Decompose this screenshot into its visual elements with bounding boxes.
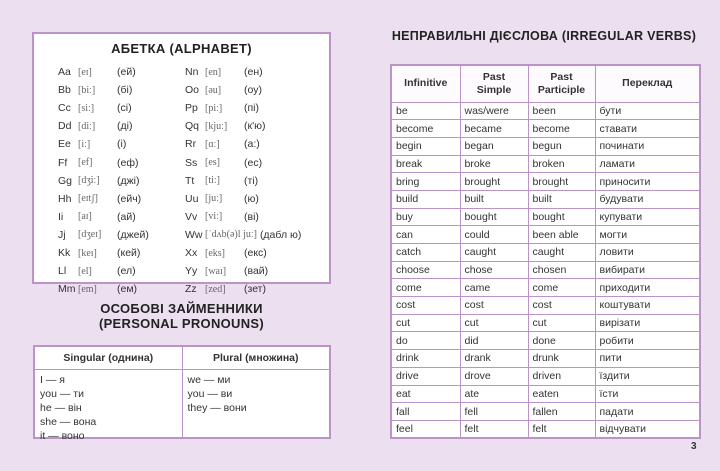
infinitive-cell: choose (391, 261, 460, 279)
infinitive-cell: drink (391, 350, 460, 368)
letter: Ll (58, 265, 67, 278)
ukrainian-reading: (ю) (244, 192, 259, 205)
letter: Xx (185, 247, 198, 259)
transcription: [waɪ] (205, 265, 227, 277)
pronoun-item: you — ти (40, 388, 84, 400)
pronoun-item: he — він (40, 402, 82, 414)
letter: Bb (58, 84, 71, 97)
singular-header: Singular (однина) (35, 347, 182, 370)
ukrainian-reading: (екс) (244, 247, 267, 259)
ukrainian-reading: (кей) (117, 247, 141, 259)
transcription: [tiː] (205, 175, 220, 187)
letter: Kk (58, 247, 71, 259)
alphabet-letter-row (185, 244, 267, 262)
ukrainian-reading: (ді) (117, 120, 133, 133)
ukrainian-reading: (бі) (117, 84, 133, 97)
infinitive-cell: begin (391, 137, 460, 155)
infinitive-cell: buy (391, 208, 460, 226)
pronoun-item: she — вона (40, 416, 97, 428)
past-simple-cell: broke (460, 155, 528, 173)
transcription: [dʒeɪ] (78, 229, 102, 241)
transcription: [biː] (78, 84, 96, 96)
past-simple-cell: drank (460, 350, 528, 368)
past-participle-cell: eaten (528, 385, 595, 403)
past-participle-cell: caught (528, 244, 595, 262)
past-participle-cell: built (528, 190, 595, 208)
transcription: [piː] (205, 102, 223, 114)
pronouns-title-line1: ОСОБОВІ ЗАЙМЕННИКИ (100, 301, 263, 316)
translation-cell: бути (595, 102, 700, 120)
verb-row (391, 279, 700, 297)
translation-cell: могти (595, 226, 700, 244)
past-simple-cell: drove (460, 367, 528, 385)
irregular-verbs-table (390, 64, 701, 439)
transcription: [ˈdʌb(ə)l juː] (205, 229, 257, 241)
header-past-simple: Past Simple (460, 65, 528, 102)
alphabet-letter-row (58, 244, 140, 262)
verb-row (391, 385, 700, 403)
pronoun-item: we — ми (187, 374, 231, 386)
transcription: [dʒiː] (78, 175, 100, 187)
ukrainian-reading: (ес) (244, 156, 263, 169)
verb-row (391, 420, 700, 438)
past-simple-cell: brought (460, 173, 528, 191)
alphabet-letter-row (58, 208, 136, 226)
past-participle-cell: brought (528, 173, 595, 191)
past-participle-cell: felt (528, 420, 595, 438)
alphabet-letter-row (185, 262, 268, 280)
infinitive-cell: bring (391, 173, 460, 191)
infinitive-cell: eat (391, 385, 460, 403)
past-participle-cell: been (528, 102, 595, 120)
transcription: [viː] (205, 211, 223, 223)
transcription: [keɪ] (78, 247, 97, 259)
alphabet-letter-row (185, 81, 262, 99)
transcription: [iː] (78, 138, 91, 150)
page-number: 3 (691, 441, 697, 452)
alphabet-letter-row (58, 280, 137, 298)
past-participle-cell: drunk (528, 350, 595, 368)
translation-cell: відчувати (595, 420, 700, 438)
transcription: [eɪtʃ] (78, 193, 98, 205)
letter: Ww (185, 228, 203, 241)
transcription: [em] (78, 283, 97, 295)
past-simple-cell: felt (460, 420, 528, 438)
verb-row (391, 403, 700, 421)
alphabet-letter-row (58, 172, 139, 190)
alphabet-letter-row (58, 154, 138, 172)
header-past-participle: Past Participle (528, 65, 595, 102)
past-simple-cell: ate (460, 385, 528, 403)
past-participle-cell: begun (528, 137, 595, 155)
ukrainian-reading: (к'ю) (244, 120, 266, 133)
past-participle-cell: done (528, 332, 595, 350)
transcription: [siː] (78, 102, 95, 114)
translation-cell: падати (595, 403, 700, 421)
past-participle-cell: broken (528, 155, 595, 173)
past-simple-cell: came (460, 279, 528, 297)
header-translation: Переклад (595, 65, 700, 102)
past-simple-cell: built (460, 190, 528, 208)
letter: Pp (185, 102, 198, 115)
pronouns-title-line2: (PERSONAL PRONOUNS) (98, 316, 265, 331)
pronoun-item: it — воно (40, 430, 85, 442)
translation-cell: пити (595, 350, 700, 368)
transcription: [əu] (205, 84, 222, 96)
letter: Ss (185, 156, 198, 169)
past-simple-cell: became (460, 120, 528, 138)
infinitive-cell: be (391, 102, 460, 120)
transcription: [diː] (78, 120, 96, 132)
past-simple-cell: could (460, 226, 528, 244)
verb-row (391, 297, 700, 315)
translation-cell: приносити (595, 173, 700, 191)
ukrainian-reading: (ен) (244, 66, 263, 78)
letter: Oo (185, 84, 200, 97)
transcription: [eɪ] (78, 66, 92, 78)
infinitive-cell: cut (391, 314, 460, 332)
past-simple-cell: bought (460, 208, 528, 226)
letter: Qq (185, 120, 200, 133)
ukrainian-reading: (оу) (244, 84, 262, 97)
alphabet-letter-row (185, 280, 266, 298)
alphabet-letter-row (185, 135, 260, 153)
past-simple-cell: cost (460, 297, 528, 315)
letter: Ee (58, 138, 71, 151)
past-participle-cell: come (528, 279, 595, 297)
ukrainian-reading: (сі) (117, 102, 132, 115)
alphabet-letter-row (185, 63, 263, 81)
letter: Hh (58, 192, 72, 205)
past-simple-cell: was/were (460, 102, 528, 120)
ukrainian-reading: (ай) (117, 210, 136, 223)
infinitive-cell: do (391, 332, 460, 350)
translation-cell: приходити (595, 279, 700, 297)
ukrainian-reading: (ел) (117, 265, 136, 278)
past-participle-cell: become (528, 120, 595, 138)
translation-cell: їздити (595, 367, 700, 385)
past-simple-cell: fell (460, 403, 528, 421)
translation-cell: робити (595, 332, 700, 350)
past-participle-cell: cut (528, 314, 595, 332)
transcription: [ef] (78, 157, 93, 168)
transcription: [kjuː] (205, 120, 228, 132)
infinitive-cell: build (391, 190, 460, 208)
infinitive-cell: catch (391, 244, 460, 262)
ukrainian-reading: (зет) (244, 283, 266, 296)
verb-row (391, 367, 700, 385)
past-simple-cell: did (460, 332, 528, 350)
past-participle-cell: driven (528, 367, 595, 385)
translation-cell: починати (595, 137, 700, 155)
ukrainian-reading: (джі) (117, 174, 140, 187)
verb-row (391, 137, 700, 155)
verb-row (391, 261, 700, 279)
transcription: [ɑː] (205, 138, 220, 150)
past-simple-cell: caught (460, 244, 528, 262)
letter: Tt (185, 174, 195, 187)
alphabet-letter-row (185, 154, 262, 172)
ukrainian-reading: (а:) (244, 138, 260, 151)
translation-cell: коштувати (595, 297, 700, 315)
alphabet-letter-row (58, 262, 136, 280)
verb-row (391, 120, 700, 138)
alphabet-title: АБЕТКА (ALPHABET) (111, 41, 252, 56)
letter: Ff (58, 156, 68, 169)
infinitive-cell: feel (391, 420, 460, 438)
letter: Mm (58, 283, 76, 296)
past-simple-cell: began (460, 137, 528, 155)
alphabet-letter-row (58, 117, 132, 135)
alphabet-letter-row (185, 226, 301, 244)
ukrainian-reading: (ейч) (117, 192, 142, 205)
letter: Dd (58, 120, 72, 133)
infinitive-cell: break (391, 155, 460, 173)
infinitive-cell: become (391, 120, 460, 138)
pronoun-item: you — ви (187, 388, 233, 400)
ukrainian-reading: (ві) (244, 210, 259, 223)
translation-cell: ламати (595, 155, 700, 173)
translation-cell: їсти (595, 385, 700, 403)
alphabet-letter-row (58, 81, 132, 99)
letter: Aa (58, 66, 71, 78)
infinitive-cell: drive (391, 367, 460, 385)
header-infinitive: Infinitive (391, 65, 460, 102)
letter: Rr (185, 138, 197, 151)
pronoun-item: they — вони (187, 402, 247, 414)
ukrainian-reading: (пі) (244, 102, 260, 115)
alphabet-letter-row (185, 190, 259, 208)
verb-row (391, 332, 700, 350)
transcription: [en] (205, 66, 222, 78)
translation-cell: купувати (595, 208, 700, 226)
letter: Zz (185, 283, 197, 296)
verb-row (391, 314, 700, 332)
alphabet-letter-row (185, 99, 259, 117)
ukrainian-reading: (дабл ю) (259, 228, 302, 241)
past-participle-cell: been able (528, 226, 595, 244)
alphabet-letter-row (58, 226, 149, 244)
plural-column (182, 347, 330, 437)
verb-row (391, 350, 700, 368)
infinitive-cell: fall (391, 403, 460, 421)
ukrainian-reading: (ті) (244, 174, 259, 187)
past-participle-cell: cost (528, 297, 595, 315)
plural-header: Plural (множина) (183, 347, 330, 370)
verb-row (391, 190, 700, 208)
past-participle-cell: bought (528, 208, 595, 226)
ukrainian-reading: (ем) (117, 283, 138, 296)
letter: Cc (58, 102, 71, 115)
verb-row (391, 102, 700, 120)
alphabet-letter-row (185, 117, 265, 135)
alphabet-letter-row (185, 172, 258, 190)
translation-cell: ставати (595, 120, 700, 138)
translation-cell: будувати (595, 190, 700, 208)
translation-cell: ловити (595, 244, 700, 262)
singular-column (35, 347, 182, 442)
pronouns-title (32, 301, 331, 331)
transcription: [zed] (205, 283, 226, 295)
infinitive-cell: come (391, 279, 460, 297)
past-simple-cell: cut (460, 314, 528, 332)
pronouns-table (33, 345, 331, 442)
infinitive-cell: can (391, 226, 460, 244)
verb-row (391, 244, 700, 262)
past-participle-cell: fallen (528, 403, 595, 421)
ukrainian-reading: (джей) (117, 228, 149, 241)
ukrainian-reading: (еф) (117, 156, 139, 169)
translation-cell: вибирати (595, 261, 700, 279)
infinitive-cell: cost (391, 297, 460, 315)
transcription: [aɪ] (78, 211, 92, 223)
letter: Vv (185, 210, 198, 223)
transcription: [juː] (205, 193, 223, 205)
letter: Gg (58, 174, 73, 187)
verb-row (391, 173, 700, 191)
letter: Yy (185, 265, 198, 278)
alphabet-letter-row (185, 208, 259, 226)
ukrainian-reading: (вай) (244, 265, 269, 278)
verb-row (391, 226, 700, 244)
alphabet-letter-row (58, 190, 141, 208)
letter: Ii (58, 210, 64, 223)
past-participle-cell: chosen (528, 261, 595, 279)
letter: Nn (185, 66, 199, 78)
transcription: [es] (205, 157, 220, 168)
transcription: [eks] (205, 247, 225, 259)
pronoun-item: I — я (40, 374, 65, 386)
verb-row (391, 208, 700, 226)
transcription: [el] (78, 265, 92, 277)
alphabet-letter-row (58, 63, 136, 81)
alphabet-letter-row (58, 135, 126, 153)
verb-row (391, 155, 700, 173)
translation-cell: вирізати (595, 314, 700, 332)
alphabet-letter-row (58, 99, 132, 117)
letter: Uu (185, 192, 199, 205)
ukrainian-reading: (і) (117, 138, 127, 151)
letter: Jj (58, 228, 66, 241)
ukrainian-reading: (ей) (117, 66, 136, 78)
alphabet-box (32, 32, 331, 296)
past-simple-cell: chose (460, 261, 528, 279)
verbs-title: НЕПРАВИЛЬНІ ДІЄСЛОВА (IRREGULAR VERBS) (391, 29, 697, 43)
